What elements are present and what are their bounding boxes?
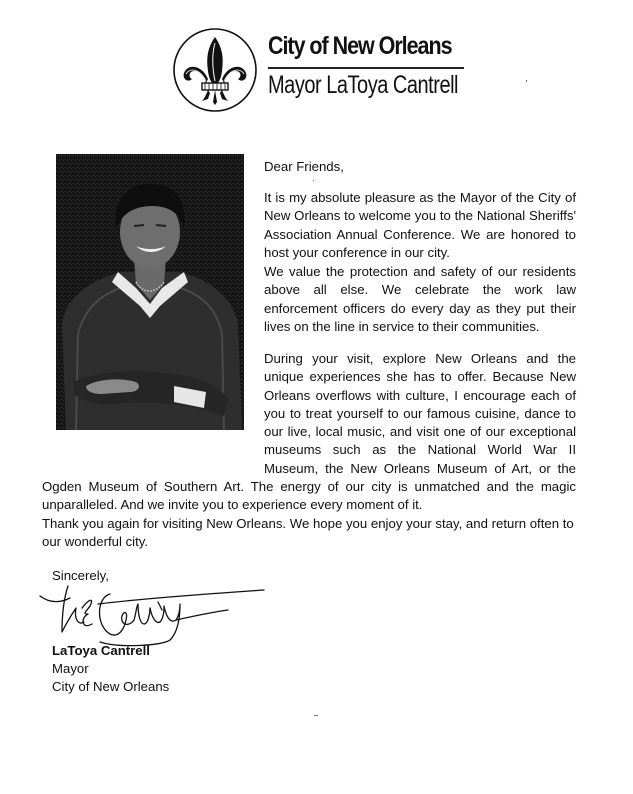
letter-closing: Sincerely, — [52, 568, 109, 583]
fleur-de-lis-icon — [172, 27, 258, 113]
scan-speck — [314, 715, 318, 716]
photo-wrap-spacer — [42, 350, 264, 460]
scan-speck — [313, 180, 314, 181]
signer-title: Mayor — [52, 661, 89, 676]
letter-paragraph-3-wrapper — [42, 350, 576, 515]
letterhead — [172, 26, 472, 116]
letter-paragraph-3: During your visit, explore New Orleans and the unique experiences she has to offer. Because New Orleans overflows with culture, I encourage each of you to treat yourself to our famous cuisine, dance to our live, local music, and visit one of our exceptional museums such as the National World War II Museum, the New Orleans Museum of Art, or the Ogden Museum of Southern Art. The energy of our city is unmatched and the magic unparalleled. And we invite you to experience every moment of it. — [42, 351, 576, 513]
scan-speck — [526, 80, 527, 82]
signer-name: LaToya Cantrell — [52, 643, 150, 658]
letterhead-title: City of New Orleans — [268, 32, 452, 60]
signer-organization: City of New Orleans — [52, 679, 170, 694]
letterhead-divider — [268, 67, 464, 69]
letter-paragraph-1: It is my absolute pleasure as the Mayor of the City of New Orleans to welcome you to the National Sheriffs' Association Annual Conference. We are honored to host your conference in our city. — [264, 190, 576, 260]
letterhead-subtitle: Mayor LaToya Cantrell — [268, 71, 459, 99]
letter-salutation: Dear Friends, — [264, 159, 344, 174]
letter-paragraph-4: Thank you again for visiting New Orleans. We hope you enjoy your stay, and return often to our wonderful city. — [42, 516, 574, 550]
letter-paragraph-2: We value the protection and safety of our residents above all else. We celebrate the work law enforcement officers do every day as they put their lives on the line in service to their communities. — [264, 264, 576, 334]
